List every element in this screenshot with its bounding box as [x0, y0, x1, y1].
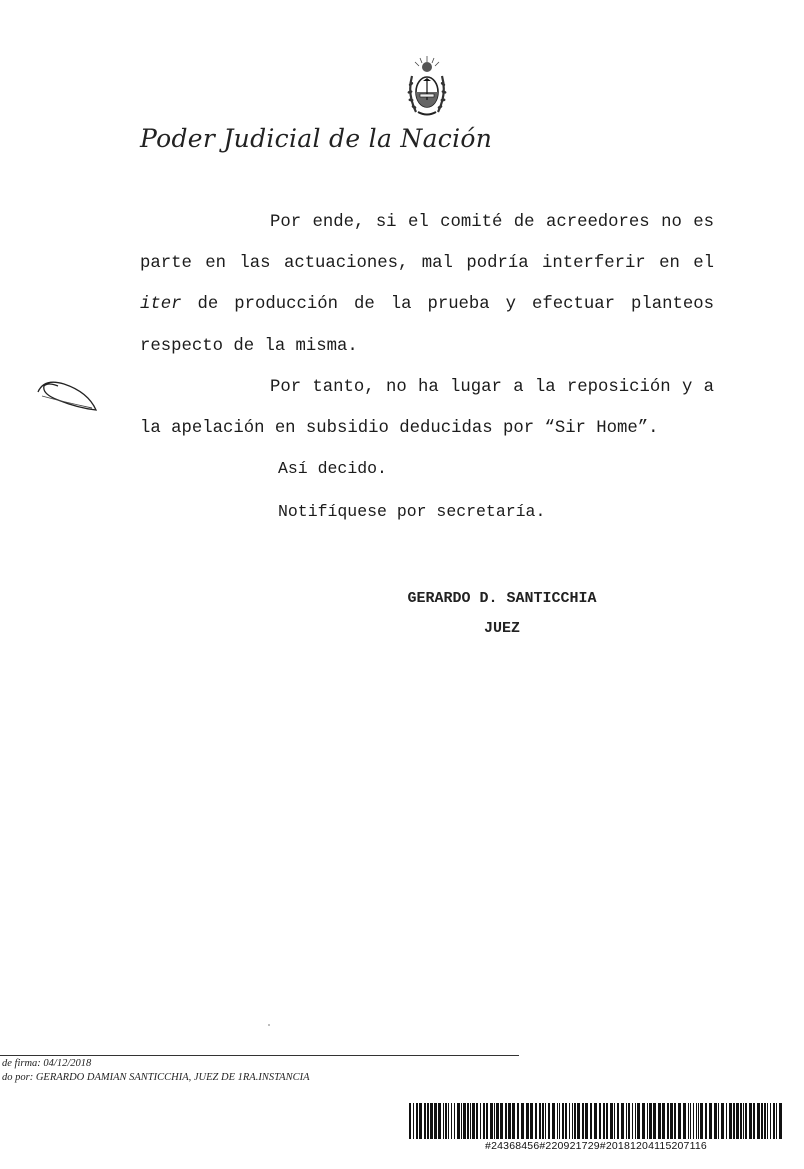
barcode-bar	[670, 1103, 673, 1139]
judge-name: GERARDO D. SANTICCHIA	[407, 590, 597, 607]
barcode-bar	[451, 1103, 452, 1139]
barcode-bar	[693, 1103, 694, 1139]
barcode-bar	[476, 1103, 478, 1139]
paragraph-reasoning-text-start: Por ende, si el comité de acreedores no es parte en las actuaciones, mal podría interferir en el	[140, 213, 714, 274]
barcode-bar	[767, 1103, 768, 1139]
barcode-bar	[635, 1103, 636, 1139]
barcode-bar	[505, 1103, 507, 1139]
barcode-bar	[700, 1103, 703, 1139]
barcode-bar	[430, 1103, 433, 1139]
barcode-bar	[413, 1103, 414, 1139]
barcode-bar	[764, 1103, 766, 1139]
barcode-bar	[562, 1103, 564, 1139]
barcode-bar	[552, 1103, 555, 1139]
barcode-bar	[610, 1103, 613, 1139]
barcode-bar	[606, 1103, 608, 1139]
barcode-bar	[427, 1103, 429, 1139]
coat-of-arms-icon	[406, 54, 448, 120]
barcode-bar	[496, 1103, 499, 1139]
barcode-bar	[696, 1103, 697, 1139]
barcode-bar	[574, 1103, 576, 1139]
barcode-bar	[614, 1103, 615, 1139]
barcode-bar	[569, 1103, 570, 1139]
barcode-bar	[688, 1103, 689, 1139]
barcode-bar	[565, 1103, 567, 1139]
barcode-bar	[424, 1103, 426, 1139]
barcode-bar	[683, 1103, 686, 1139]
barcode-bar	[594, 1103, 597, 1139]
barcode-bar	[637, 1103, 640, 1139]
paragraph-reasoning-text-end: de producción de la prueba y efectuar planteos respecto de la misma.	[140, 295, 714, 356]
barcode-bar	[445, 1103, 447, 1139]
barcode-bar	[718, 1103, 719, 1139]
resolution-body	[140, 202, 714, 449]
barcode-bar	[621, 1103, 624, 1139]
barcode-bar	[530, 1103, 533, 1139]
barcode-bar	[753, 1103, 755, 1139]
barcode-bar	[743, 1103, 744, 1139]
barcode-bar	[649, 1103, 652, 1139]
barcode-bar	[647, 1103, 648, 1139]
barcode-bar	[539, 1103, 541, 1139]
barcode-bar	[721, 1103, 724, 1139]
barcode-bar	[628, 1103, 630, 1139]
barcode-bar	[486, 1103, 488, 1139]
barcode-bar	[409, 1103, 411, 1139]
paragraph-reasoning	[140, 202, 714, 367]
barcode-bar	[779, 1103, 782, 1139]
footer-divider	[0, 1055, 519, 1056]
footer-signed-by: do por: GERARDO DAMIAN SANTICCHIA, JUEZ DE 1RA.INSTANCIA	[2, 1072, 310, 1083]
barcode-bar	[749, 1103, 752, 1139]
barcode-bar	[632, 1103, 633, 1139]
barcode-bar	[535, 1103, 537, 1139]
barcode-bar	[472, 1103, 475, 1139]
barcode-bar	[590, 1103, 592, 1139]
barcode-bar	[434, 1103, 437, 1139]
barcode-bar	[454, 1103, 455, 1139]
paragraph-ruling: Por tanto, no ha lugar a la reposición y a la apelación en subsidio deducidas por “Sir Home”.	[140, 377, 714, 439]
barcode-bar	[494, 1103, 495, 1139]
scan-speck	[268, 1024, 270, 1026]
barcode-bar	[709, 1103, 712, 1139]
barcode-bar	[733, 1103, 735, 1139]
barcode-bar	[761, 1103, 763, 1139]
barcode-bar	[548, 1103, 550, 1139]
decision-suffix: .	[377, 459, 387, 478]
barcode-bar	[653, 1103, 656, 1139]
letterhead-title: Poder Judicial de la Nación	[140, 124, 493, 153]
barcode-bar	[480, 1103, 481, 1139]
barcode-bar	[517, 1103, 519, 1139]
barcode-bar	[626, 1103, 627, 1139]
barcode-bar	[698, 1103, 699, 1139]
barcode-bar	[419, 1103, 422, 1139]
barcode-icon	[409, 1103, 783, 1139]
barcode-number: #24368456#220921729#20181204115207116	[485, 1140, 707, 1152]
barcode-bar	[559, 1103, 560, 1139]
initial-scribble-icon	[34, 374, 100, 416]
barcode-bar	[500, 1103, 503, 1139]
barcode-bar	[457, 1103, 460, 1139]
signature-block	[386, 584, 618, 644]
barcode-bar	[662, 1103, 665, 1139]
barcode-bar	[740, 1103, 742, 1139]
barcode-bar	[736, 1103, 739, 1139]
barcode-bar	[521, 1103, 524, 1139]
barcode-bar	[416, 1103, 418, 1139]
decision-prefix: Así	[278, 459, 318, 478]
barcode-bar	[512, 1103, 515, 1139]
barcode-bar	[658, 1103, 661, 1139]
barcode-bar	[667, 1103, 669, 1139]
italic-term: iter	[140, 295, 182, 315]
barcode-bar	[674, 1103, 676, 1139]
barcode-bar	[690, 1103, 691, 1139]
barcode-bar	[557, 1103, 558, 1139]
barcode-bar	[577, 1103, 580, 1139]
barcode-bar	[729, 1103, 732, 1139]
barcode-bar	[542, 1103, 544, 1139]
decision-word: decido	[317, 459, 378, 478]
barcode-bar	[599, 1103, 601, 1139]
barcode-bar	[508, 1103, 511, 1139]
judge-title: JUEZ	[483, 620, 520, 637]
footer-signature-date: de firma: 04/12/2018	[2, 1058, 92, 1069]
barcode-bar	[461, 1103, 462, 1139]
barcode-bar	[585, 1103, 588, 1139]
notification-line: Notifíquese por secretaría.	[278, 502, 546, 521]
barcode-bar	[678, 1103, 681, 1139]
barcode-bar	[726, 1103, 727, 1139]
barcode-bar	[448, 1103, 449, 1139]
barcode-bar	[745, 1103, 747, 1139]
barcode-bar	[603, 1103, 605, 1139]
barcode-bar	[438, 1103, 441, 1139]
barcode-bar	[776, 1103, 777, 1139]
barcode-bar	[770, 1103, 771, 1139]
barcode-bar	[470, 1103, 471, 1139]
barcode-bar	[545, 1103, 546, 1139]
barcode-bar	[463, 1103, 466, 1139]
barcode-bar	[714, 1103, 717, 1139]
decision-line	[278, 459, 387, 478]
barcode-bar	[490, 1103, 493, 1139]
barcode-bar	[572, 1103, 573, 1139]
barcode-bar	[705, 1103, 707, 1139]
barcode-bar	[757, 1103, 760, 1139]
barcode-bar	[773, 1103, 775, 1139]
barcode-bar	[467, 1103, 469, 1139]
barcode-bar	[483, 1103, 485, 1139]
barcode-bar	[443, 1103, 444, 1139]
barcode-bar	[526, 1103, 529, 1139]
barcode-bar	[617, 1103, 619, 1139]
barcode-bar	[582, 1103, 584, 1139]
barcode-bar	[642, 1103, 645, 1139]
